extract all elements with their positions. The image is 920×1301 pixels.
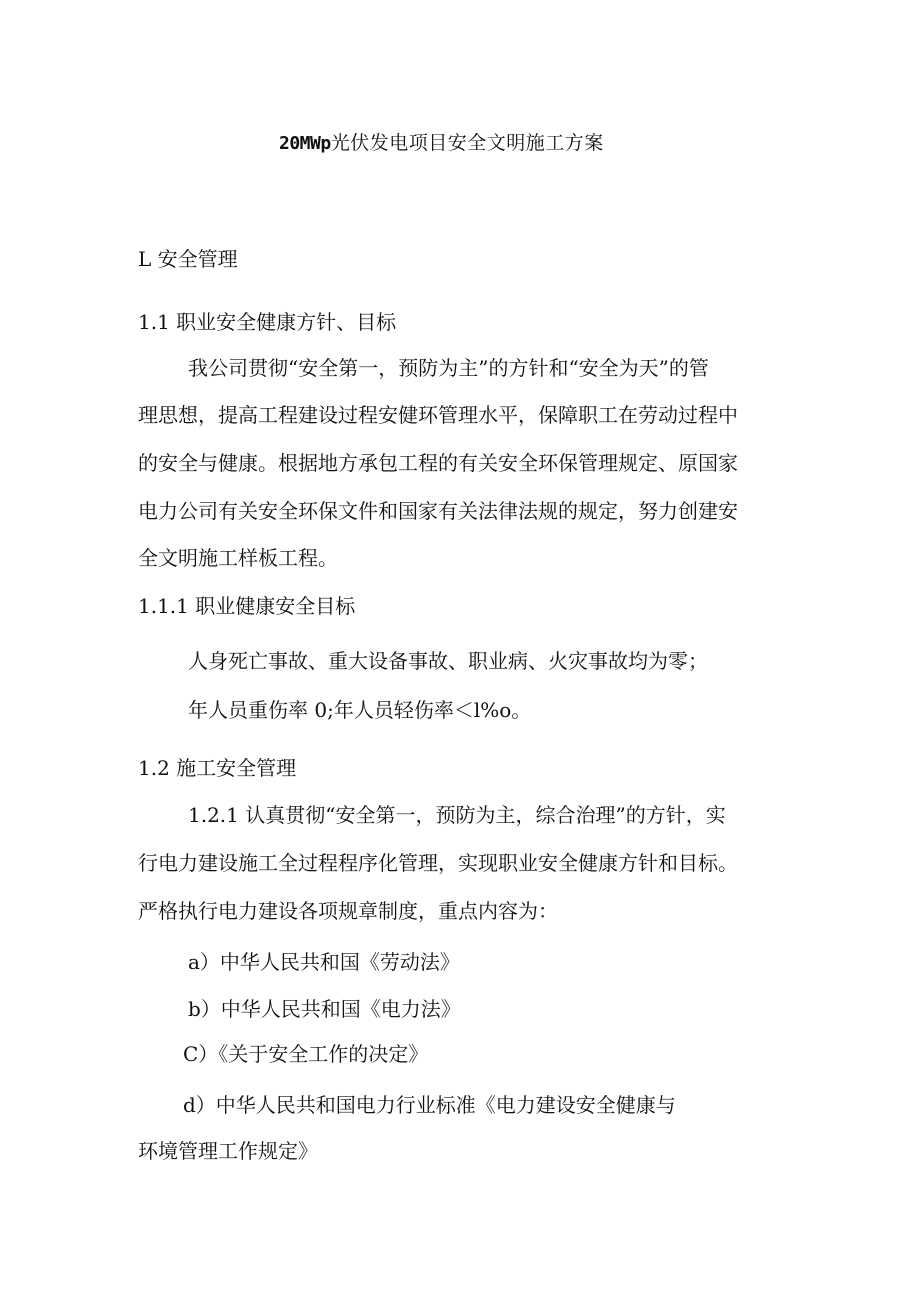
paragraph-line: 电力公司有关安全环保文件和国家有关法律法规的规定，努力创建安	[138, 499, 738, 523]
paragraph-line: 全文明施工样板工程。	[138, 546, 338, 570]
document-title	[279, 131, 604, 156]
list-item-a: a）中华人民共和国《劳动法》	[188, 950, 460, 974]
section-heading-1-2: 1.2 施工安全管理	[138, 756, 297, 780]
paragraph-line: 的安全与健康。根据地方承包工程的有关安全环保管理规定、原国家	[138, 451, 738, 475]
title-text: 光伏发电项目安全文明施工方案	[330, 132, 604, 154]
section-heading-1-1: 1.1 职业安全健康方针、目标	[138, 310, 397, 334]
paragraph-line: 行电力建设施工全过程程序化管理，实现职业安全健康方针和目标。	[138, 851, 738, 875]
list-item-d: d）中华人民共和国电力行业标准《电力建设安全健康与	[183, 1093, 676, 1117]
section-heading-1: L 安全管理	[138, 247, 238, 271]
title-project-code: 20MWp	[279, 133, 331, 154]
goal-line: 人身死亡事故、重大设备事故、职业病、火灾事故均为零；	[188, 649, 708, 673]
list-item-b: b）中华人民共和国《电力法》	[188, 997, 461, 1021]
list-item-c: C）《关于安全工作的决定》	[183, 1042, 429, 1066]
goal-line: 年人员重伤率 0;年人员轻伤率＜l%o。	[188, 698, 532, 722]
paragraph-line: 理思想，提高工程建设过程安健环管理水平，保障职工在劳动过程中	[138, 403, 738, 427]
list-item-d-continuation: 环境管理工作规定》	[138, 1139, 318, 1163]
paragraph-line: 严格执行电力建设各项规章制度，重点内容为：	[138, 899, 558, 923]
section-heading-1-1-1: 1.1.1 职业健康安全目标	[138, 594, 356, 618]
paragraph-line: 1.2.1 认真贯彻“安全第一，预防为主，综合治理”的方针，实	[188, 803, 726, 827]
paragraph-line: 我公司贯彻“安全第一，预防为主”的方针和“安全为天”的管	[188, 356, 709, 380]
